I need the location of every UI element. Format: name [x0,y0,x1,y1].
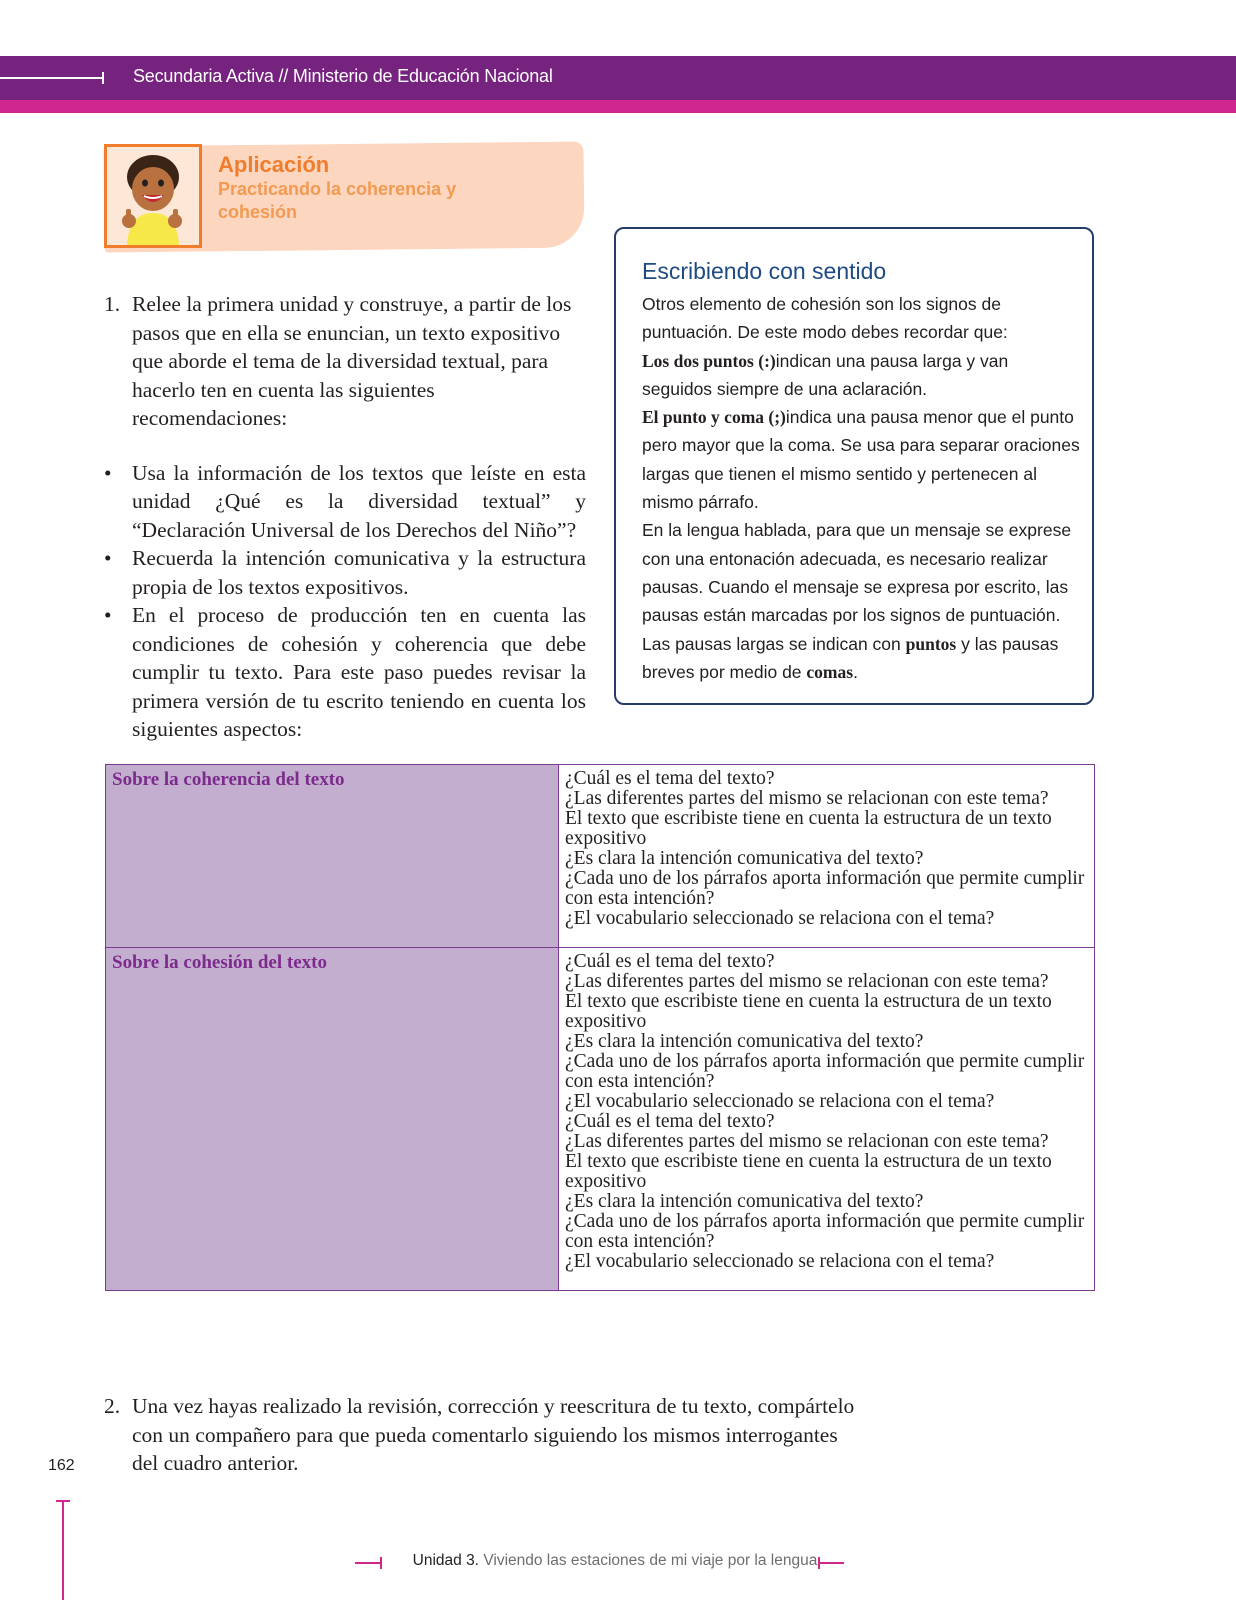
list-item-text: Usa la información de los textos que leíste en esta unidad ¿Qué es la diversidad textual” y “Declaración Universal de los Derechos del Niño”? [132,460,586,542]
recommendations-list [104,459,586,744]
review-table [105,764,1095,1291]
row-label: Sobre la cohesión del texto [106,948,559,1291]
child-avatar-icon [104,144,202,248]
semicolon-rule [642,403,1082,516]
list-item [104,544,586,601]
question: ¿Cada uno de los párrafos aporta información que permite cumplir con esta intención? [565,1211,1085,1252]
info-box-intro: Otros elemento de cohesión son los signos de puntuación. De este modo debes recordar que: [642,294,1008,343]
question: ¿Cuál es el tema del texto? [565,1111,775,1132]
question: ¿Cada uno de los párrafos aporta información que permite cumplir con esta intención? [565,868,1085,909]
item-text: Una vez hayas realizado la revisión, corrección y reescritura de tu texto, compártelo con un compañero para que pueda comentarlo siguiendo los mismos interrogantes del cuadro anterior. [132,1394,855,1475]
item-number: 1. [104,292,121,316]
info-box-closing [642,516,1082,686]
footer-title: Viviendo las estaciones de mi viaje por la lengua [483,1552,818,1569]
question: ¿El vocabulario seleccionado se relaciona con el tema? [565,908,995,929]
colon-label: Los dos puntos (:) [642,350,776,371]
bullet-icon: • [104,546,112,570]
footer-unit: Unidad 3. [412,1552,479,1569]
question: ¿Las diferentes partes del mismo se relacionan con este tema? [565,1131,1049,1152]
question: El texto que escribiste tiene en cuenta la estructura de un texto expositivo [565,808,1052,849]
list-item-text: Recuerda la intención comunicativa y la estructura propia de los textos expositivos. [132,546,586,599]
list-item-text: En el proceso de producción ten en cuenta las condiciones de cohesión y coherencia que debe cumplir tu texto. Para este paso puedes revisar la primera versión de tu escrito teniendo en cuenta los siguientes aspectos: [132,603,586,741]
semicolon-text: indica una pausa menor que el punto pero mayor que la coma. Se usa para separar oraciones largas que tienen el mismo sentido y pertenecen al mismo párrafo. [642,407,1080,513]
margin-rule-tick [56,1500,70,1502]
item-number: 2. [104,1394,121,1418]
colon-rule [642,347,1082,404]
question: ¿Cuál es el tema del texto? [565,951,775,972]
closing-text: y las pausas breves por medio de [642,633,1059,682]
semicolon-label: El punto y coma (;) [642,407,786,428]
question: ¿El vocabulario seleccionado se relaciona con el tema? [565,1251,995,1272]
header-rule [0,77,104,79]
row-label: Sobre la coherencia del texto [106,765,559,948]
closing-text: En la lengua hablada, para que un mensaje se exprese con una entonación adecuada, es necesario realizar pausas. Cuando el mensaje se expresa por escrito, las pausas están marcadas por los signos de puntuación. Las pausas largas se indican con [642,520,1072,654]
closing-bold-comas: comas [806,661,854,682]
list-item [104,459,586,545]
row-questions [559,765,1095,948]
question: ¿El vocabulario seleccionado se relaciona con el tema? [565,1091,995,1112]
section-subtitle: Practicando la coherencia y cohesión [218,179,457,222]
section-title: Aplicación [218,152,330,177]
footer [355,1552,875,1570]
colon-text: indican una pausa larga y van seguidos siempre de una aclaración. [642,350,1009,399]
row-questions [559,948,1095,1291]
question: ¿Es clara la intención comunicativa del texto? [565,848,924,869]
question: ¿Es clara la intención comunicativa del texto? [565,1191,924,1212]
list-item [104,601,586,744]
question: ¿Las diferentes partes del mismo se relacionan con este tema? [565,788,1049,809]
margin-rule [62,1500,64,1600]
info-box-body [642,290,1082,686]
question: ¿Las diferentes partes del mismo se relacionan con este tema? [565,971,1049,992]
header-publisher: Secundaria Activa // Ministerio de Educación Nacional [133,66,553,86]
table-row [106,948,1095,1291]
instruction-item-1 [104,290,586,433]
table-row [106,765,1095,948]
question: ¿Cada uno de los párrafos aporta información que permite cumplir con esta intención? [565,1051,1085,1092]
bullet-icon: • [104,460,112,485]
header-rule-tick [102,72,104,84]
closing-text: . [853,661,858,682]
bullet-icon: • [104,603,112,627]
question: El texto que escribiste tiene en cuenta la estructura de un texto expositivo [565,991,1052,1032]
question: ¿Es clara la intención comunicativa del texto? [565,1031,924,1052]
page-number: 162 [48,1457,75,1474]
instructions [104,290,586,744]
item-text: Relee la primera unidad y construye, a partir de los pasos que en ella se enuncian, un texto expositivo que aborde el tema de la diversidad textual, para hacerlo ten en cuenta las siguientes recomendaciones: [132,292,572,430]
closing-bold-puntos: puntos [905,633,957,654]
question: El texto que escribiste tiene en cuenta la estructura de un texto expositivo [565,1151,1052,1192]
info-box-title: Escribiendo con sentido [642,258,887,284]
instruction-item-2 [104,1392,864,1478]
question: ¿Cuál es el tema del texto? [565,768,775,789]
header-accent-stripe [0,100,1236,113]
